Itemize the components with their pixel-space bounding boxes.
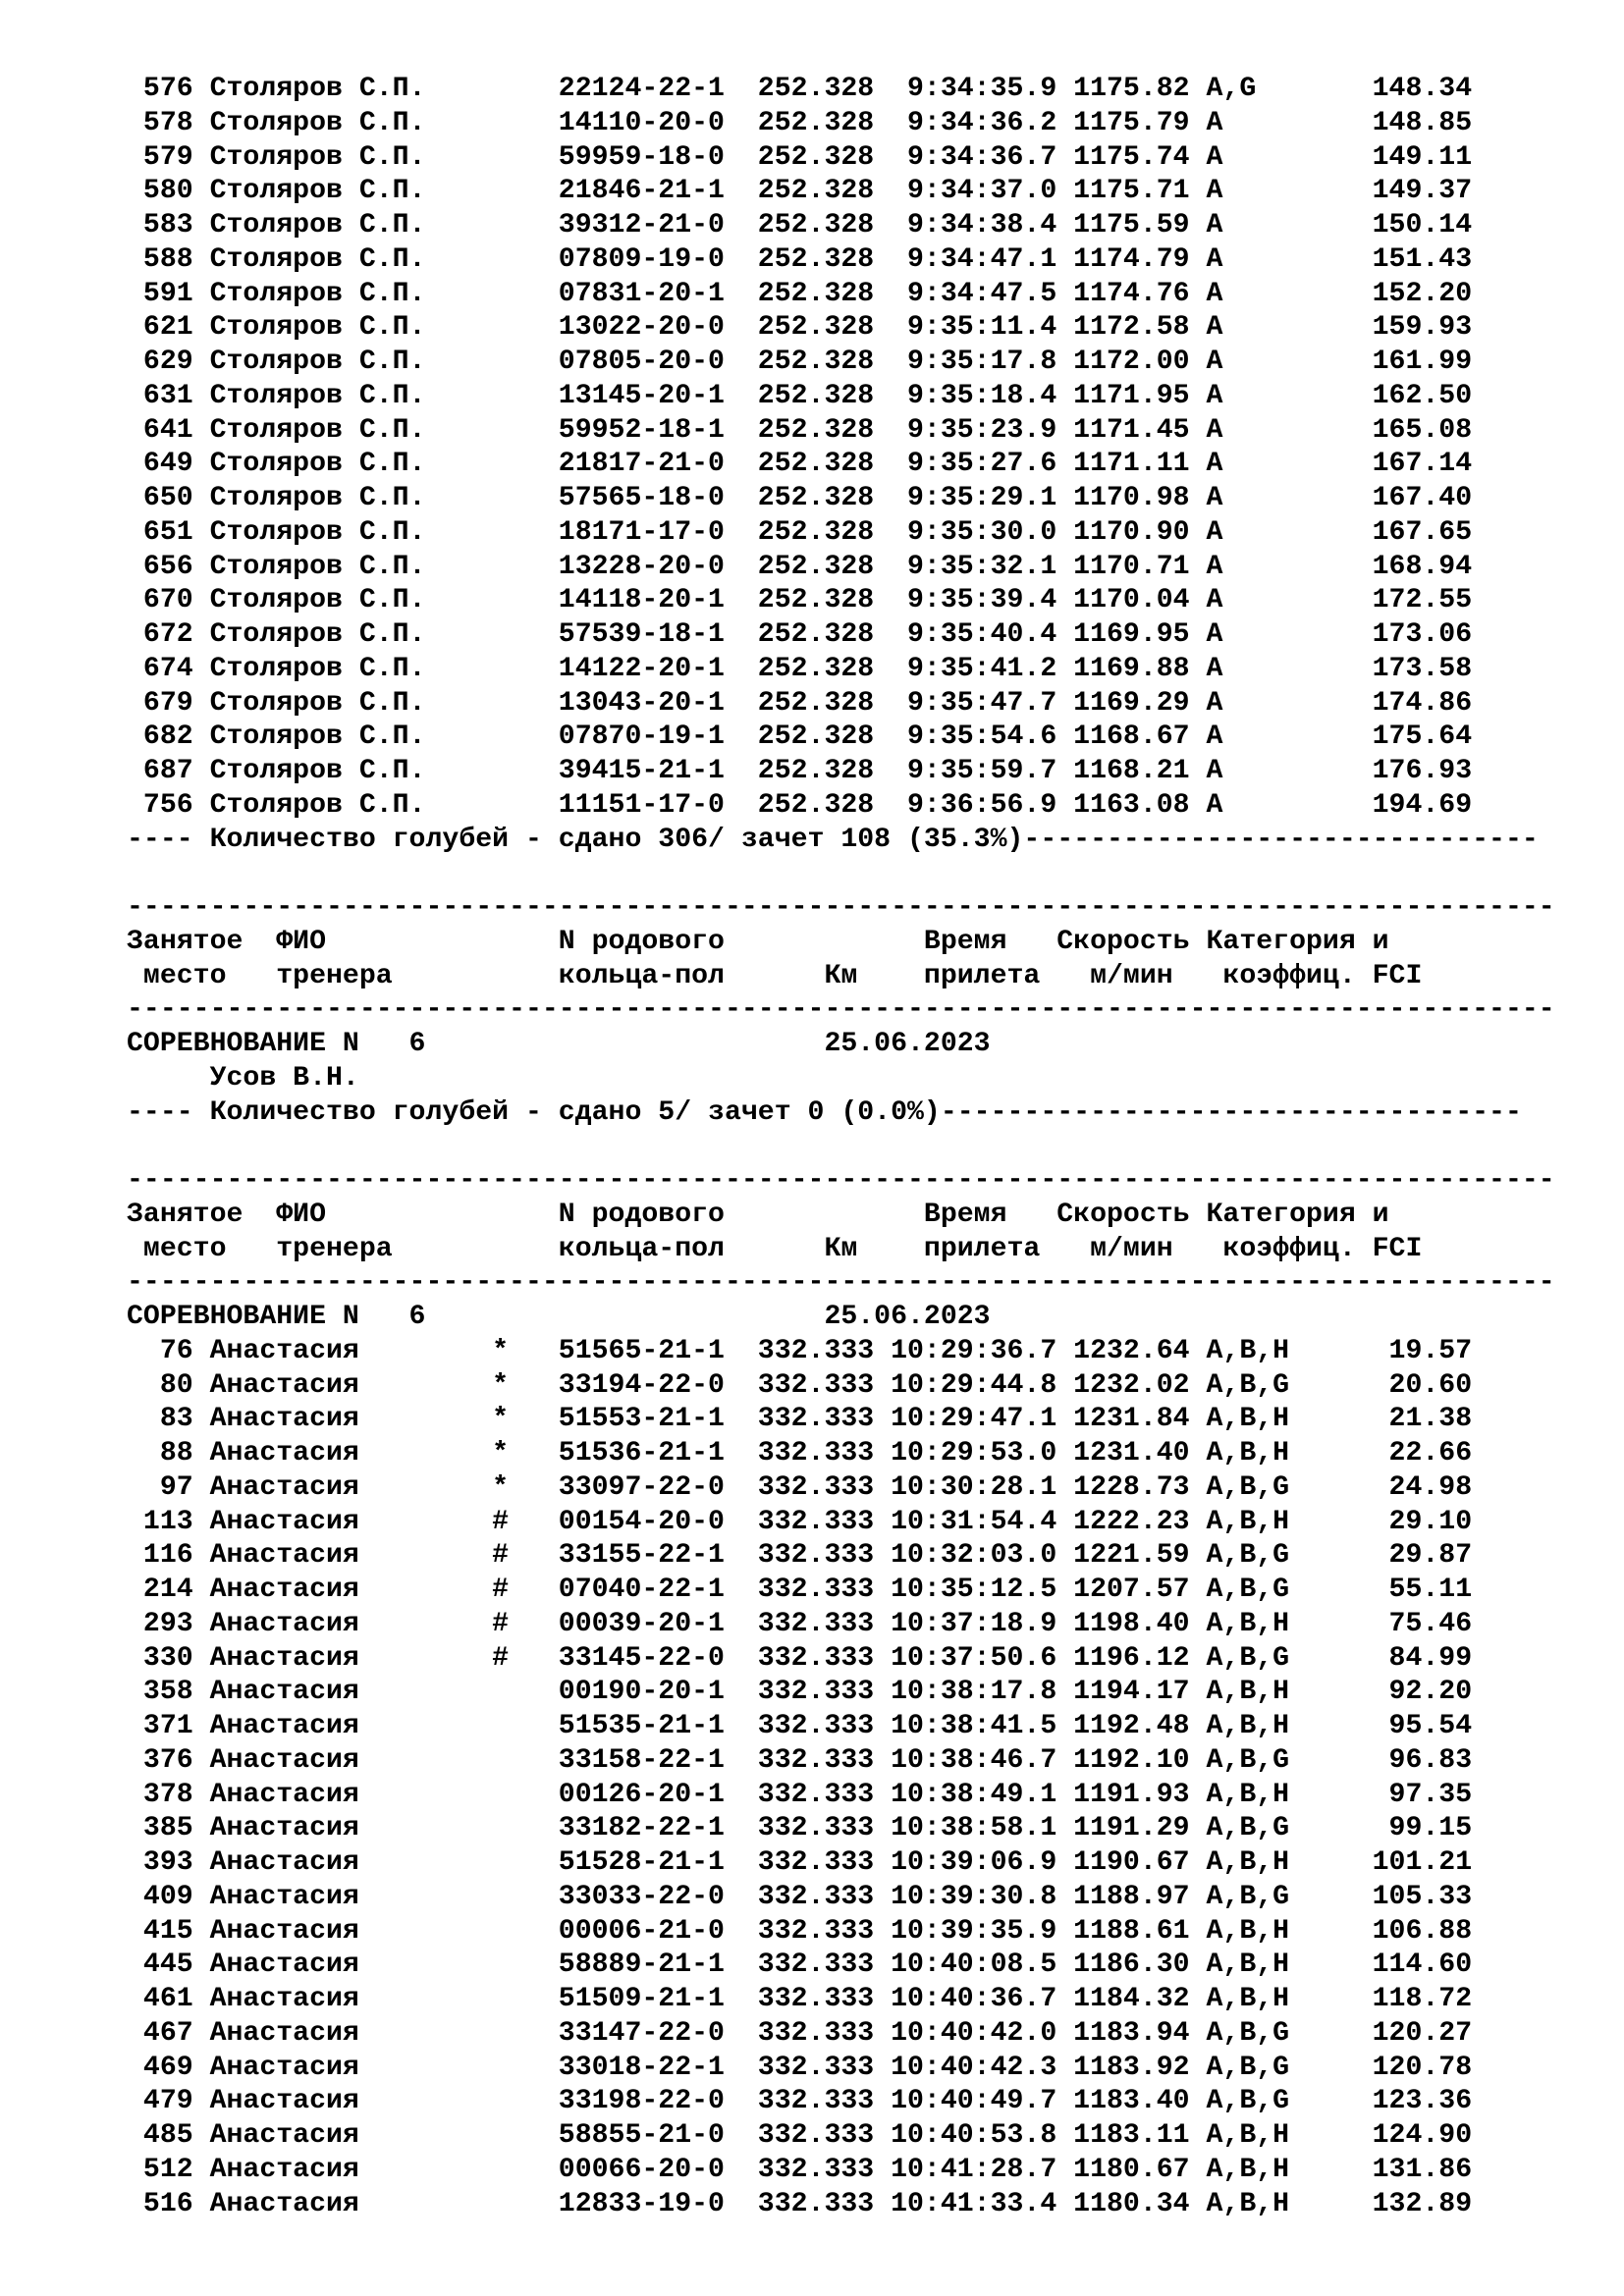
table-row: 674 Столяров С.П. 14122-20-1 252.328 9:35:41.2 1169.88 A 173.58	[127, 653, 1473, 684]
table-row: 588 Столяров С.П. 07809-19-0 252.328 9:34:47.1 1174.79 A 151.43	[127, 243, 1473, 275]
table-header-line-2: место тренера кольца-пол Км прилета м/мин коэффиц. FCI	[127, 1233, 1423, 1264]
blank-line	[127, 857, 1599, 891]
table-row: 641 Столяров С.П. 59952-18-1 252.328 9:35:23.9 1171.45 A 165.08	[127, 414, 1473, 446]
table-row: 579 Столяров С.П. 59959-18-0 252.328 9:34:36.7 1175.74 A 149.11	[127, 141, 1473, 173]
table-row: 650 Столяров С.П. 57565-18-0 252.328 9:35:29.1 1170.98 A 167.40	[127, 483, 1473, 513]
results-section-anastasia	[127, 1335, 1599, 2222]
table-row: 687 Столяров С.П. 39415-21-1 252.328 9:35:59.7 1168.21 A 176.93	[127, 756, 1473, 786]
table-row: 578 Столяров С.П. 14110-20-0 252.328 9:34:36.2 1175.79 A 148.85	[127, 107, 1473, 138]
table-row: 113 Анастасия # 00154-20-0 332.333 10:31:54.4 1222.23 A,B,H 29.10	[127, 1506, 1473, 1537]
results-document	[127, 73, 1599, 2221]
table-row: 516 Анастасия 12833-19-0 332.333 10:41:33.4 1180.34 A,B,H 132.89	[127, 2188, 1473, 2219]
table-row: 479 Анастасия 33198-22-0 332.333 10:40:49.7 1183.40 A,B,G 123.36	[127, 2086, 1473, 2117]
separator-line: --------------------------------------------------------------------------------------	[127, 1165, 1555, 1196]
table-row: 670 Столяров С.П. 14118-20-1 252.328 9:35:39.4 1170.04 A 172.55	[127, 585, 1473, 616]
table-row: 88 Анастасия * 51536-21-1 332.333 10:29:53.0 1231.40 A,B,H 22.66	[127, 1438, 1473, 1468]
table-row: 461 Анастасия 51509-21-1 332.333 10:40:36.7 1184.32 A,B,H 118.72	[127, 1984, 1473, 2014]
table-row: 330 Анастасия # 33145-22-0 332.333 10:37:50.6 1196.12 A,B,G 84.99	[127, 1642, 1473, 1674]
table-row: 629 Столяров С.П. 07805-20-0 252.328 9:35:17.8 1172.00 A 161.99	[127, 347, 1473, 377]
table-row: 580 Столяров С.П. 21846-21-1 252.328 9:34:37.0 1175.71 A 149.37	[127, 176, 1473, 207]
table-row: 445 Анастасия 58889-21-1 332.333 10:40:08.5 1186.30 A,B,H 114.60	[127, 1949, 1473, 1981]
table-row: 756 Столяров С.П. 11151-17-0 252.328 9:36:56.9 1163.08 A 194.69	[127, 789, 1473, 821]
section-summary: ---- Количество голубей - сдано 306/ зачет 108 (35.3%)-------------------------------	[127, 824, 1539, 855]
table-row: 97 Анастасия * 33097-22-0 332.333 10:30:28.1 1228.73 A,B,G 24.98	[127, 1471, 1473, 1503]
table-row: 393 Анастасия 51528-21-1 332.333 10:39:06.9 1190.67 A,B,H 101.21	[127, 1847, 1473, 1878]
separator-line: --------------------------------------------------------------------------------------	[127, 892, 1555, 923]
table-row: 214 Анастасия # 07040-22-1 332.333 10:35:12.5 1207.57 A,B,G 55.11	[127, 1575, 1473, 1605]
table-header-line-1: Занятое ФИО N родового Время Скорость Категория и	[127, 1199, 1389, 1230]
results-section-stolyarov	[127, 73, 1599, 824]
table-row: 376 Анастасия 33158-22-1 332.333 10:38:46.7 1192.10 A,B,G 96.83	[127, 1744, 1473, 1776]
competition-line: СОРЕВНОВАНИЕ N 6 25.06.2023	[127, 1302, 991, 1332]
competition-line: СОРЕВНОВАНИЕ N 6 25.06.2023	[127, 1029, 991, 1059]
table-row: 80 Анастасия * 33194-22-0 332.333 10:29:44.8 1232.02 A,B,G 20.60	[127, 1369, 1473, 1401]
table-header-line-1: Занятое ФИО N родового Время Скорость Категория и	[127, 926, 1389, 957]
table-header-line-2: место тренера кольца-пол Км прилета м/мин коэффиц. FCI	[127, 960, 1423, 991]
table-row: 358 Анастасия 00190-20-1 332.333 10:38:17.8 1194.17 A,B,H 92.20	[127, 1677, 1473, 1708]
trainer-name: Усов В.Н.	[127, 1062, 359, 1094]
table-row: 576 Столяров С.П. 22124-22-1 252.328 9:34:35.9 1175.82 A,G 148.34	[127, 74, 1473, 104]
table-row: 83 Анастасия * 51553-21-1 332.333 10:29:47.1 1231.84 A,B,H 21.38	[127, 1404, 1473, 1435]
blank-line	[127, 1130, 1599, 1164]
table-row: 621 Столяров С.П. 13022-20-0 252.328 9:35:11.4 1172.58 A 159.93	[127, 312, 1473, 344]
table-row: 649 Столяров С.П. 21817-21-0 252.328 9:35:27.6 1171.11 A 167.14	[127, 449, 1473, 480]
table-row: 293 Анастасия # 00039-20-1 332.333 10:37:18.9 1198.40 A,B,H 75.46	[127, 1608, 1473, 1639]
separator-line: --------------------------------------------------------------------------------------	[127, 994, 1555, 1026]
table-row: 485 Анастасия 58855-21-0 332.333 10:40:53.8 1183.11 A,B,H 124.90	[127, 2120, 1473, 2151]
table-row: 76 Анастасия * 51565-21-1 332.333 10:29:36.7 1232.64 A,B,H 19.57	[127, 1335, 1473, 1366]
table-row: 682 Столяров С.П. 07870-19-1 252.328 9:35:54.6 1168.67 A 175.64	[127, 721, 1473, 753]
table-row: 371 Анастасия 51535-21-1 332.333 10:38:41.5 1192.48 A,B,H 95.54	[127, 1711, 1473, 1741]
table-row: 591 Столяров С.П. 07831-20-1 252.328 9:34:47.5 1174.76 A 152.20	[127, 278, 1473, 309]
table-row: 656 Столяров С.П. 13228-20-0 252.328 9:35:32.1 1170.71 A 168.94	[127, 551, 1473, 582]
table-row: 409 Анастасия 33033-22-0 332.333 10:39:30.8 1188.97 A,B,G 105.33	[127, 1881, 1473, 1912]
table-row: 672 Столяров С.П. 57539-18-1 252.328 9:35:40.4 1169.95 A 173.06	[127, 619, 1473, 650]
table-row: 467 Анастасия 33147-22-0 332.333 10:40:42.0 1183.94 A,B,G 120.27	[127, 2017, 1473, 2049]
table-row: 385 Анастасия 33182-22-1 332.333 10:38:58.1 1191.29 A,B,G 99.15	[127, 1813, 1473, 1844]
separator-line: --------------------------------------------------------------------------------------	[127, 1267, 1555, 1299]
table-row: 415 Анастасия 00006-21-0 332.333 10:39:35.9 1188.61 A,B,H 106.88	[127, 1915, 1473, 1947]
table-row: 631 Столяров С.П. 13145-20-1 252.328 9:35:18.4 1171.95 A 162.50	[127, 380, 1473, 411]
table-row: 116 Анастасия # 33155-22-1 332.333 10:32:03.0 1221.59 A,B,G 29.87	[127, 1540, 1473, 1572]
table-row: 679 Столяров С.П. 13043-20-1 252.328 9:35:47.7 1169.29 A 174.86	[127, 687, 1473, 719]
table-row: 378 Анастасия 00126-20-1 332.333 10:38:49.1 1191.93 A,B,H 97.35	[127, 1779, 1473, 1810]
section-summary: ---- Количество голубей - сдано 5/ зачет 0 (0.0%)-----------------------------------	[127, 1096, 1522, 1128]
table-row: 512 Анастасия 00066-20-0 332.333 10:41:28.7 1180.67 A,B,H 131.86	[127, 2154, 1473, 2185]
table-row: 469 Анастасия 33018-22-1 332.333 10:40:42.3 1183.92 A,B,G 120.78	[127, 2052, 1473, 2083]
table-row: 583 Столяров С.П. 39312-21-0 252.328 9:34:38.4 1175.59 A 150.14	[127, 210, 1473, 240]
table-row: 651 Столяров С.П. 18171-17-0 252.328 9:35:30.0 1170.90 A 167.65	[127, 516, 1473, 548]
